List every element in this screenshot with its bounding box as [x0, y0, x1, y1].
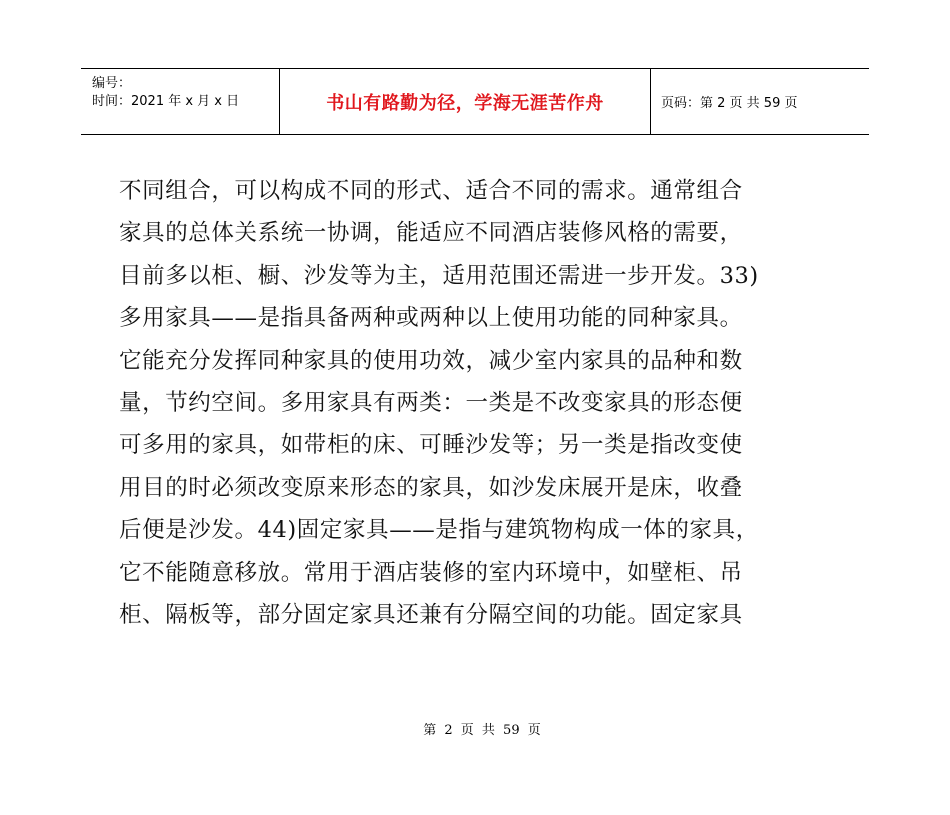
body-line: 不同组合，可以构成不同的形式、适合不同的需求。通常组合 [119, 178, 743, 204]
body-line: 后便是沙发。44)固定家具——是指与建筑物构成一体的家具， [119, 517, 759, 544]
body-line: 用目的时必须改变原来形态的家具，如沙发床展开是床，收叠 [119, 474, 743, 501]
header-motto-cell [280, 69, 651, 134]
document-number-label: 编号： [92, 76, 132, 91]
document-header [81, 68, 869, 135]
body-line: 家具的总体关系统一协调，能适应不同酒店装修风格的需要， [119, 220, 743, 247]
body-line: 可多用的家具，如带柜的床、可睡沙发等；另一类是指改变使 [119, 432, 743, 459]
document-body [119, 170, 839, 636]
body-line: 多用家具——是指具备两种或两种以上使用功能的同种家具。 [119, 305, 743, 332]
body-line: 它能充分发挥同种家具的使用功效，减少室内家具的品种和数 [119, 347, 743, 374]
body-line: 目前多以柜、橱、沙发等为主，适用范围还需进一步开发。33) [119, 262, 759, 289]
header-page-info: 页码：第 2 页 共 59 页 [661, 96, 798, 111]
body-line: 量，节约空间。多用家具有两类：一类是不改变家具的形态便 [119, 390, 743, 417]
page-footer [0, 719, 950, 738]
header-page-cell [651, 69, 869, 134]
footer-page-number: 第 2 页 共 59 页 [423, 723, 541, 738]
body-line: 它不能随意移放。常用于酒店装修的室内环境中，如壁柜、吊 [119, 559, 743, 586]
document-date: 时间：2021 年 x 月 x 日 [92, 94, 240, 109]
body-line: 柜、隔板等，部分固定家具还兼有分隔空间的功能。固定家具 [119, 602, 743, 629]
header-motto: 书山有路勤为径，学海无涯苦作舟 [326, 92, 604, 114]
header-meta-cell [81, 69, 280, 134]
